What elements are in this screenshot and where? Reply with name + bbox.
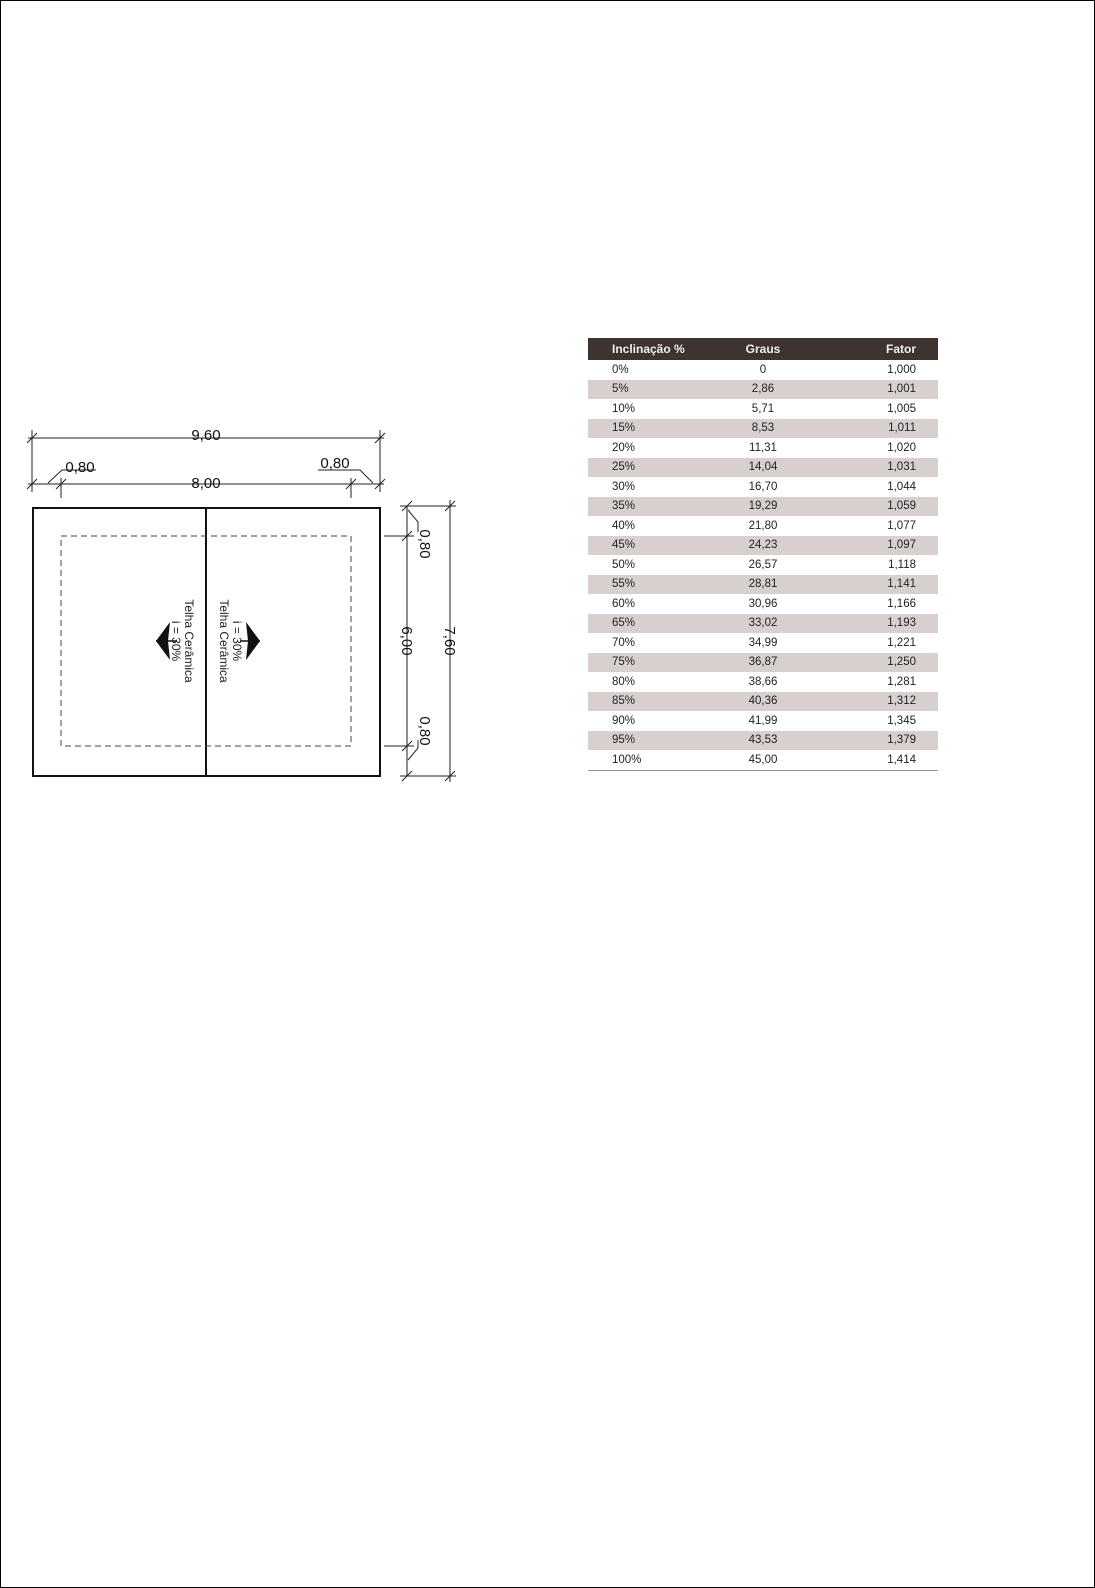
cell-inclinacao: 95% — [588, 731, 704, 751]
cell-graus: 45,00 — [704, 750, 823, 770]
table-row — [588, 555, 938, 575]
dim-inner-width: 8,00 — [191, 475, 221, 492]
cell-inclinacao: 75% — [588, 653, 704, 673]
table-row — [588, 438, 938, 458]
table-row — [588, 575, 938, 595]
cell-graus: 26,57 — [748, 558, 778, 571]
cell-graus: 30,96 — [748, 597, 778, 610]
cell-graus: 33,02 — [704, 614, 823, 634]
dim-left-overhang: 0,80 — [65, 459, 95, 476]
cell-graus: 5,71 — [751, 402, 775, 415]
table-row — [588, 672, 938, 692]
table-row — [588, 653, 938, 673]
cell-inclinacao: 10% — [612, 402, 636, 415]
cell-graus: 28,81 — [704, 575, 823, 595]
cell-fator: 1,221 — [887, 636, 916, 649]
cell-fator: 1,193 — [823, 614, 939, 634]
table-row — [588, 360, 938, 380]
cell-graus: 14,04 — [704, 458, 823, 478]
cell-inclinacao: 45% — [588, 536, 704, 556]
cell-graus: 40,36 — [704, 692, 823, 712]
table-row — [588, 516, 938, 536]
table-row — [588, 399, 938, 419]
cell-fator: 1,000 — [887, 363, 916, 376]
cell-fator: 1,281 — [887, 675, 916, 688]
right-pitch-material: Telha Cerâmica — [217, 599, 231, 683]
cell-inclinacao: 85% — [588, 692, 704, 712]
cell-inclinacao: 100% — [588, 750, 704, 770]
dim-inner-depth: 6,00 — [398, 626, 415, 656]
slope-factor-table — [588, 338, 938, 771]
header-inclinacao: Inclinação % — [588, 338, 704, 360]
cell-fator: 1,001 — [823, 380, 939, 400]
left-pitch-material: Telha Cerâmica — [182, 599, 196, 683]
cell-inclinacao: 40% — [612, 519, 636, 532]
cell-inclinacao: 70% — [612, 636, 636, 649]
left-pitch-slope: i = 30% — [169, 620, 183, 662]
table-row — [588, 594, 938, 614]
cell-fator: 1,379 — [823, 731, 939, 751]
cell-inclinacao: 0% — [612, 363, 629, 376]
cell-fator: 1,059 — [823, 497, 939, 517]
cell-fator: 1,345 — [887, 714, 916, 727]
table-row — [588, 419, 938, 439]
table-row — [588, 614, 938, 634]
cell-inclinacao: 25% — [588, 458, 704, 478]
table-row — [588, 477, 938, 497]
cell-graus: 21,80 — [748, 519, 778, 532]
cell-graus: 0 — [759, 363, 767, 376]
cell-inclinacao: 80% — [612, 675, 636, 688]
dim-bottom-overhang: 0,80 — [416, 716, 433, 746]
cell-fator: 1,414 — [823, 750, 939, 770]
cell-graus: 36,87 — [704, 653, 823, 673]
right-pitch-slope: i = 30% — [230, 620, 244, 662]
cell-graus: 34,99 — [748, 636, 778, 649]
dim-top-overhang: 0,80 — [416, 529, 433, 559]
roof-plan-drawing — [22, 426, 462, 790]
dim-right-overhang: 0,80 — [320, 455, 350, 472]
cell-graus: 24,23 — [704, 536, 823, 556]
cell-fator: 1,166 — [887, 597, 916, 610]
cell-fator: 1,312 — [823, 692, 939, 712]
roof-plan-svg — [22, 426, 462, 790]
cell-graus: 41,99 — [748, 714, 778, 727]
cell-fator: 1,118 — [888, 558, 916, 571]
table-row — [588, 458, 938, 478]
cell-inclinacao: 5% — [588, 380, 704, 400]
header-fator: Fator — [823, 338, 939, 360]
dim-total-width: 9,60 — [191, 427, 221, 444]
cell-fator: 1,011 — [823, 419, 939, 439]
table-row — [588, 711, 938, 731]
cell-fator: 1,097 — [823, 536, 939, 556]
cell-inclinacao: 20% — [612, 441, 636, 454]
cell-fator: 1,044 — [887, 480, 916, 493]
cell-inclinacao: 35% — [588, 497, 704, 517]
cell-graus: 11,31 — [749, 441, 777, 454]
cell-fator: 1,005 — [887, 402, 916, 415]
cell-fator: 1,031 — [823, 458, 939, 478]
cell-graus: 38,66 — [748, 675, 778, 688]
table-header-row — [588, 338, 938, 360]
cell-inclinacao: 60% — [612, 597, 636, 610]
cell-graus: 16,70 — [748, 480, 778, 493]
cell-graus: 19,29 — [704, 497, 823, 517]
dim-total-depth: 7,60 — [441, 626, 458, 656]
table-row — [588, 731, 938, 751]
table-row — [588, 380, 938, 400]
cell-graus: 2,86 — [704, 380, 823, 400]
cell-inclinacao: 90% — [612, 714, 636, 727]
cell-inclinacao: 15% — [588, 419, 704, 439]
header-graus: Graus — [704, 338, 823, 360]
cell-graus: 43,53 — [704, 731, 823, 751]
table-row — [588, 536, 938, 556]
cell-fator: 1,077 — [887, 519, 916, 532]
cell-graus: 8,53 — [704, 419, 823, 439]
cell-inclinacao: 30% — [612, 480, 636, 493]
table-row — [588, 692, 938, 712]
cell-inclinacao: 65% — [588, 614, 704, 634]
cell-fator: 1,020 — [887, 441, 916, 454]
cell-inclinacao: 50% — [612, 558, 636, 571]
cell-fator: 1,141 — [823, 575, 939, 595]
cell-inclinacao: 55% — [588, 575, 704, 595]
table-row — [588, 750, 938, 770]
cell-fator: 1,250 — [823, 653, 939, 673]
table-row — [588, 497, 938, 517]
table-row — [588, 633, 938, 653]
